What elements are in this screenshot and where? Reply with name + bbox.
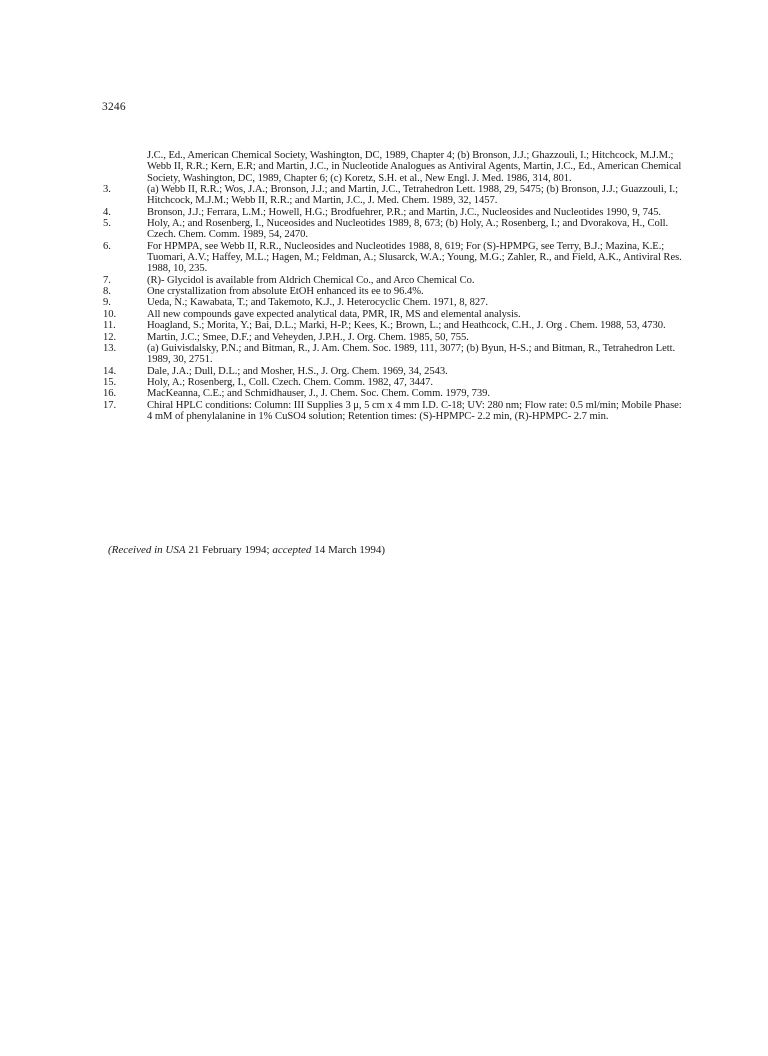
reference-item: [103, 332, 688, 343]
reference-number: 11.: [103, 320, 116, 332]
reference-text: Hoagland, S.; Morita, Y.; Bai, D.L.; Marki, H-P.; Kees, K.; Brown, L.; and Heathcock, C.H., J. Org . Chem. 1988, 53, 4730.: [147, 320, 666, 332]
reference-number: 7.: [103, 274, 111, 286]
reference-number: 17.: [103, 399, 117, 411]
reference-item: [103, 400, 688, 423]
reference-text: Holy, A.; and Rosenberg, I., Nuceosides and Nucleotides 1989, 8, 673; (b) Holy, A.; Rosenberg, I.; and Dvorakova, H., Coll. Czech. Chem. Comm. 1989, 54, 2470.: [147, 218, 669, 241]
reference-item: [103, 366, 688, 377]
reference-number: 14.: [103, 365, 117, 377]
reference-item: [103, 343, 688, 366]
reference-number: 5.: [103, 218, 111, 230]
reference-text: J.C., Ed., American Chemical Society, Washington, DC, 1989, Chapter 4; (b) Bronson, J.J.; Ghazzouli, I.; Hitchcock, M.J.M.; Webb II, R.R.; Kern, E.R; and Martin, J.C., in Nucleotide Analogues as Antiviral Agents, Martin, J.C., Ed., American Chemical Society, Washington, DC, 1989, Chapter 6; (c) Koretz, S.H. et al., New Engl. J. Med. 1986, 314, 801.: [147, 150, 682, 184]
accepted-label: accepted: [272, 544, 312, 556]
reference-text: Ueda, N.; Kawabata, T.; and Takemoto, K.J., J. Heterocyclic Chem. 1971, 8, 827.: [147, 297, 488, 309]
reference-item: [103, 207, 688, 218]
reference-text: Martin, J.C.; Smee, D.F.; and Veheyden, J.P.H., J. Org. Chem. 1985, 50, 755.: [147, 331, 469, 343]
reference-text: Chiral HPLC conditions: Column: III Supplies 3 μ, 5 cm x 4 mm I.D. C-18; UV: 280 nm; Flow rate: 0.5 ml/min; Mobile Phase: 4 mM of phenylalanine in 1% CuSO4 solution; Retention times: (S)-HPMPC- 2.2 min, (R)-HPMPC- 2.7 min.: [147, 399, 682, 422]
reference-number: 10.: [103, 308, 117, 320]
reference-item: [103, 184, 688, 207]
reference-text: Dale, J.A.; Dull, D.L.; and Mosher, H.S., J. Org. Chem. 1969, 34, 2543.: [147, 365, 448, 377]
reference-item: [103, 309, 688, 320]
reference-number: 13.: [103, 342, 117, 354]
reference-item: [103, 388, 688, 399]
reference-number: 15.: [103, 376, 117, 388]
reference-number: 8.: [103, 286, 111, 298]
reference-text: All new compounds gave expected analytical data, PMR, IR, MS and elemental analysis.: [147, 308, 521, 320]
reference-text: Bronson, J.J.; Ferrara, L.M.; Howell, H.G.; Brodfuehrer, P.R.; and Martin, J.C., Nucleosides and Nucleotides 1990, 9, 745.: [147, 206, 661, 218]
accepted-date: 14 March 1994): [314, 544, 386, 556]
reference-number: 12.: [103, 331, 117, 343]
page-number: 3246: [102, 101, 126, 113]
reference-number: 6.: [103, 240, 111, 252]
reference-item: [103, 241, 688, 275]
reference-number: 9.: [103, 297, 111, 309]
reference-item: [103, 150, 688, 184]
reference-item: [103, 320, 688, 331]
references-list: [103, 150, 688, 426]
received-date: 21 February 1994;: [188, 544, 270, 556]
reference-text: (a) Webb II, R.R.; Wos, J.A.; Bronson, J.J.; and Martin, J.C., Tetrahedron Lett. 1988, 29, 5475; (b) Bronson, J.J.; Guazzouli, I.; Hitchcock, M.J.M.; Webb II, R.R.; and Martin, J.C., J. Med. Chem. 1989, 32, 1457.: [147, 184, 678, 207]
reference-text: Holy, A.; Rosenberg, I., Coll. Czech. Chem. Comm. 1982, 47, 3447.: [147, 376, 434, 388]
received-prefix: (Received in USA: [108, 544, 186, 556]
reference-text: One crystallization from absolute EtOH enhanced its ee to 96.4%.: [147, 286, 424, 298]
reference-text: (a) Guivisdalsky, P.N.; and Bitman, R., J. Am. Chem. Soc. 1989, 111, 3077; (b) Byun, H-S.; and Bitman, R., Tetrahedron Lett. 1989, 30, 2751.: [147, 342, 676, 366]
reference-item: [103, 286, 688, 297]
reference-text: (R)- Glycidol is available from Aldrich Chemical Co., and Arco Chemical Co.: [147, 274, 475, 286]
reference-item: [103, 275, 688, 286]
reference-item: [103, 297, 688, 308]
reference-item: [103, 377, 688, 388]
reference-number: 16.: [103, 388, 117, 400]
reference-number: 4.: [103, 206, 111, 218]
reference-text: MacKeanna, C.E.; and Schmidhauser, J., J. Chem. Soc. Chem. Comm. 1979, 739.: [147, 388, 491, 400]
reference-number: 3.: [103, 184, 111, 196]
reference-item: [103, 218, 688, 241]
reference-text: For HPMPA, see Webb II, R.R., Nucleosides and Nucleotides 1988, 8, 619; For (S)-HPMPG, see Terry, B.J.; Mazina, K.E.; Tuomari, A.V.; Haffey, M.L.; Hagen, M.; Feldman, A.; Slusarck, W.A.; Young, M.G.; Zahler, R., and Field, A.K., Antiviral Res. 1988, 10, 235.: [147, 240, 682, 275]
received-note: [108, 544, 385, 556]
